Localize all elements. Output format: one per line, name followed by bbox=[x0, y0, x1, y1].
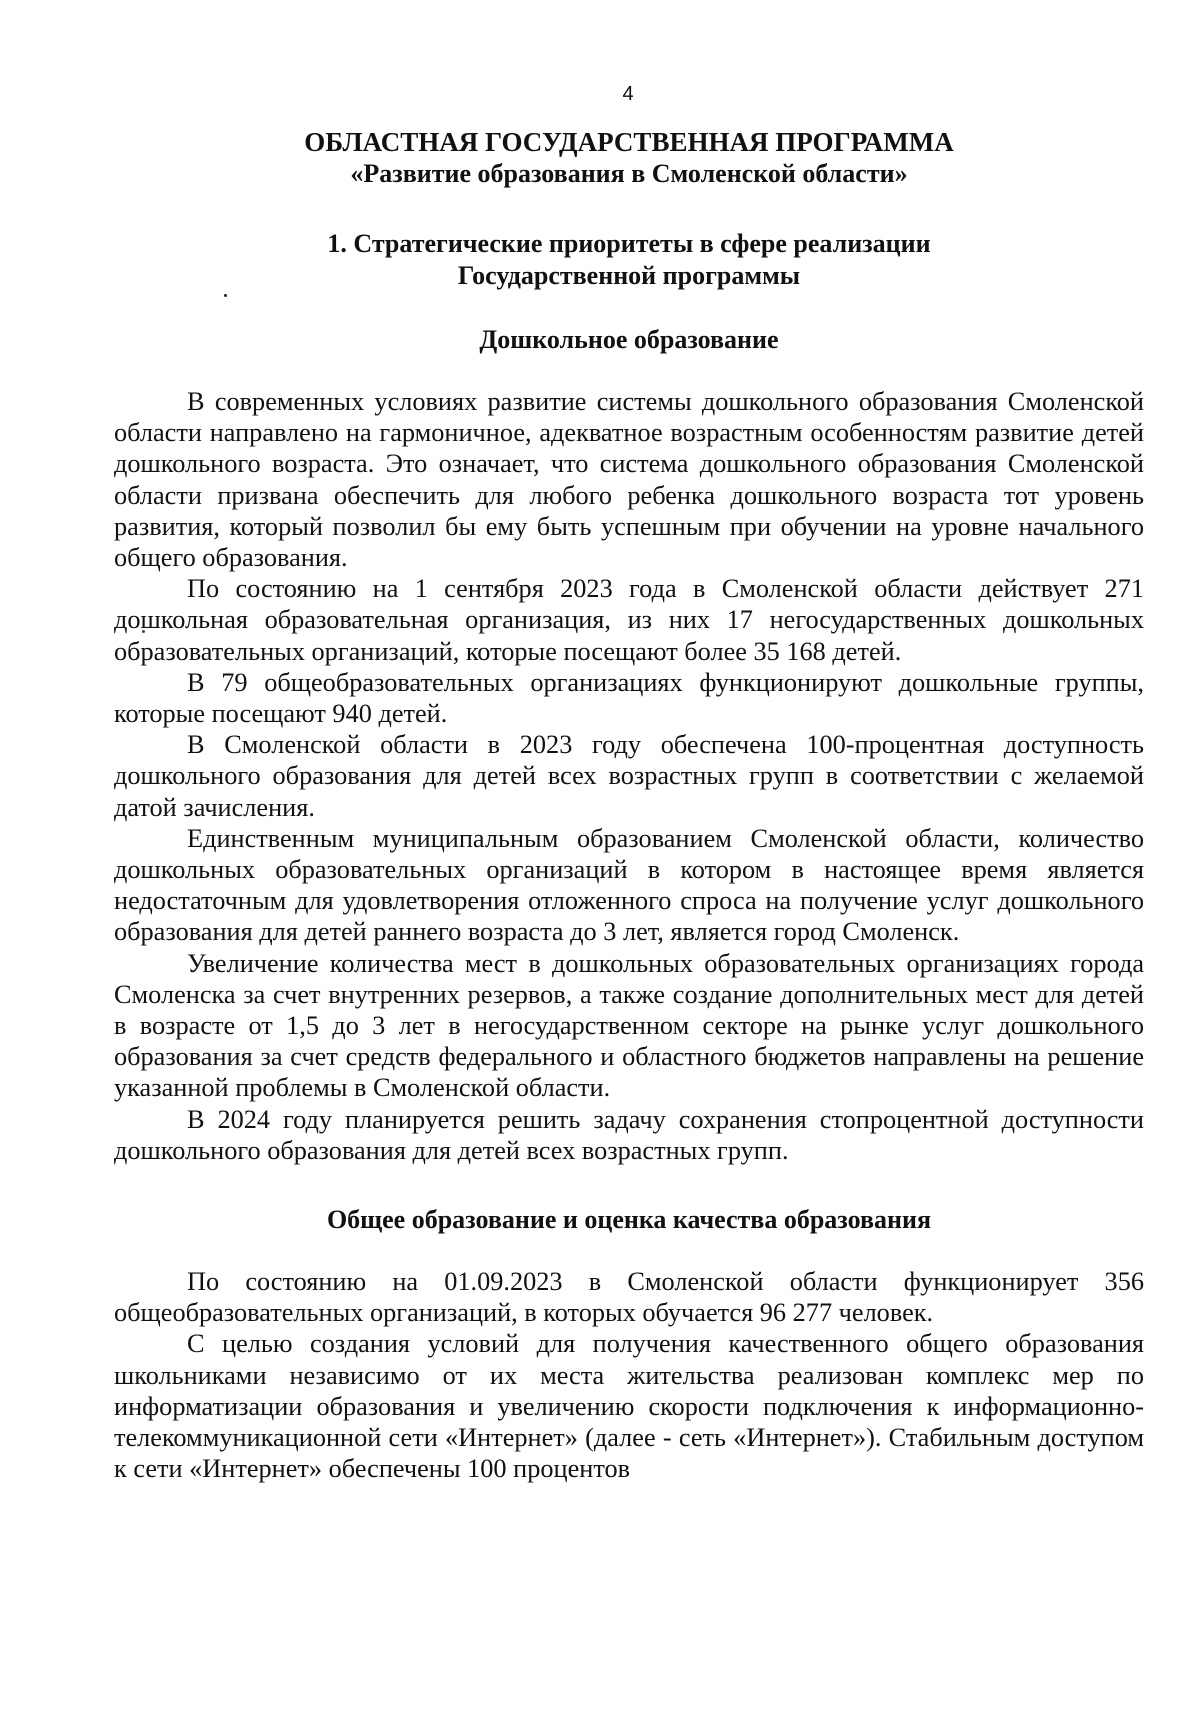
preschool-paragraph: По состоянию на 1 сентября 2023 года в Смоленской области действует 271 дошкольная образовательная организация, из них 17 негосударственных дошкольных образовательных организаций, которые посещают более 35 168 детей. bbox=[114, 574, 1144, 666]
section-title-line1: 1. Стратегические приоритеты в сфере реализации bbox=[327, 229, 931, 258]
preschool-paragraph: Единственным муниципальным образованием Смоленской области, количество дошкольных образовательных организаций в котором в настоящее время является недостаточным для удовлетворения отложенного спроса на получение услуг дошкольного образования для детей раннего возраста до 3 лет, является город Смоленск. bbox=[114, 823, 1144, 947]
preschool-paragraph: Увеличение количества мест в дошкольных образовательных организациях города Смоленска за счет внутренних резервов, а также создание дополнительных мест для детей в возрасте от 1,5 до 3 лет в негосударственном секторе на рынке услуг дошкольного образования за счет средств федерального и областного бюджетов направлены на решение указанной проблемы в Смоленской области. bbox=[114, 948, 1144, 1103]
general-paragraph: По состоянию на 01.09.2023 в Смоленской области функционирует 356 общеобразовательных организаций, в которых обучается 96 277 человек. bbox=[114, 1267, 1144, 1328]
preschool-paragraph: В Смоленской области в 2023 году обеспечена 100-процентная доступность дошкольного образования для детей всех возрастных групп в соответствии с желаемой датой зачисления. bbox=[114, 730, 1144, 822]
preschool-paragraph: В 79 общеобразовательных организациях функционируют дошкольные группы, которые посещают 940 детей. bbox=[114, 667, 1144, 729]
general-paragraph: С целью создания условий для получения качественного общего образования школьниками независимо от их места жительства реализован комплекс мер по информатизации образования и увеличению скорости подключения к информационно-телекоммуникационной сети «Интернет» (далее - сеть «Интернет»). Стабильным доступом к сети «Интернет» обеспечены 100 процентов bbox=[114, 1329, 1144, 1484]
preschool-paragraph: В современных условиях развитие системы дошкольного образования Смоленской области направлено на гармоничное, адекватное возрастным особенностям развитие детей дошкольного возраста. Это означает, что система дошкольного образования Смоленской области призвана обеспечить для любого ребенка дошкольного возраста тот уровень развития, который позволил бы ему быть успешным при обучении на уровне начального общего образования. bbox=[114, 387, 1144, 573]
preschool-heading: Дошкольное образование bbox=[479, 325, 779, 354]
page-number: 4 bbox=[622, 83, 634, 105]
preschool-paragraph: В 2024 году планируется решить задачу сохранения стопроцентной доступности дошкольного образования для детей всех возрастных групп. bbox=[114, 1104, 1144, 1165]
program-title: ОБЛАСТНАЯ ГОСУДАРСТВЕННАЯ ПРОГРАММА bbox=[304, 127, 954, 157]
program-subtitle: «Развитие образования в Смоленской области» bbox=[350, 159, 908, 188]
document-body bbox=[114, 126, 1144, 1485]
section-title-line2: Государственной программы bbox=[457, 261, 801, 290]
general-education-heading: Общее образование и оценка качества образования bbox=[326, 1205, 932, 1235]
